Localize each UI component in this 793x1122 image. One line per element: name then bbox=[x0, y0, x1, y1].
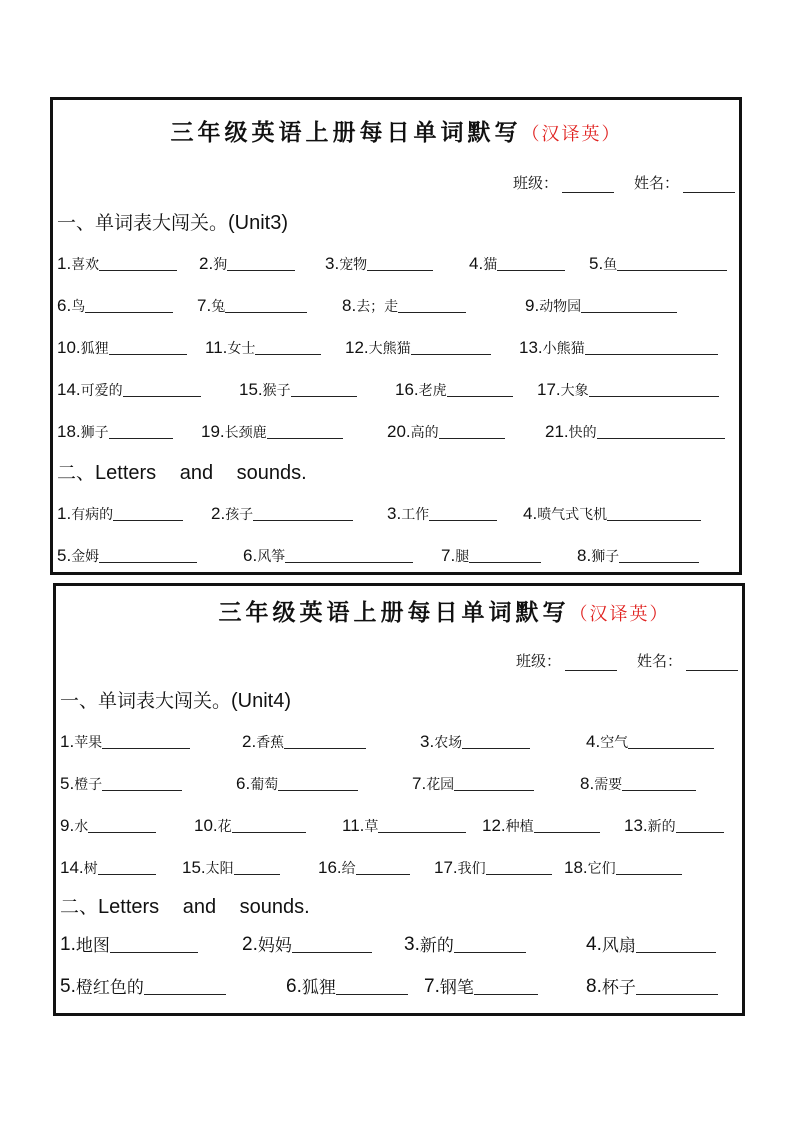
item-number: 12. bbox=[345, 338, 369, 357]
worksheet-title bbox=[56, 594, 742, 627]
item-number: 5. bbox=[60, 976, 76, 997]
item-number: 21. bbox=[545, 422, 569, 441]
dictation-item bbox=[537, 380, 719, 400]
dictation-item bbox=[242, 732, 366, 752]
worksheet-title bbox=[53, 114, 739, 147]
item-number: 10. bbox=[194, 816, 218, 835]
dictation-item bbox=[589, 254, 727, 274]
dictation-item bbox=[519, 338, 718, 358]
item-number: 8. bbox=[580, 774, 595, 793]
answer-blank[interactable] bbox=[676, 831, 724, 833]
item-number: 5. bbox=[60, 774, 75, 793]
item-number: 3. bbox=[420, 732, 435, 751]
chinese-word: 鱼 bbox=[603, 257, 618, 273]
dictation-item bbox=[236, 774, 358, 794]
dictation-item bbox=[57, 546, 197, 566]
title-tag: （汉译英） bbox=[521, 124, 622, 145]
chinese-word: 兔 bbox=[211, 299, 226, 315]
chinese-word: 动物园 bbox=[539, 299, 582, 315]
answer-blank[interactable] bbox=[292, 951, 372, 953]
section-title: Letters and sounds. bbox=[98, 896, 310, 918]
item-number: 14. bbox=[57, 380, 81, 399]
dictation-item bbox=[60, 858, 156, 878]
item-number: 3. bbox=[325, 254, 340, 273]
item-number: 18. bbox=[57, 422, 81, 441]
item-number: 17. bbox=[537, 380, 561, 399]
dictation-item bbox=[211, 504, 353, 524]
chinese-word: 草 bbox=[364, 819, 379, 835]
dictation-item bbox=[342, 816, 466, 836]
answer-blank[interactable] bbox=[367, 269, 433, 271]
answer-blank[interactable] bbox=[291, 395, 357, 397]
answer-blank[interactable] bbox=[225, 311, 307, 313]
chinese-word: 地图 bbox=[75, 936, 110, 956]
dictation-item bbox=[60, 973, 226, 998]
item-number: 5. bbox=[57, 546, 72, 565]
answer-blank[interactable] bbox=[439, 437, 505, 439]
dictation-item bbox=[586, 732, 714, 752]
class-input[interactable] bbox=[565, 656, 617, 671]
dictation-item bbox=[469, 254, 565, 274]
item-number: 15. bbox=[182, 858, 206, 877]
name-label: 姓名： bbox=[633, 174, 679, 192]
chinese-word: 苹果 bbox=[74, 735, 103, 751]
chinese-word: 狐狸 bbox=[80, 341, 109, 357]
section-prefix: 二、 bbox=[57, 462, 96, 484]
chinese-word: 狗 bbox=[213, 257, 228, 273]
item-number: 12. bbox=[482, 816, 506, 835]
item-number: 11. bbox=[342, 816, 365, 835]
title-text: 三年级英语上册每日单词默写 bbox=[218, 599, 570, 626]
dictation-item bbox=[60, 816, 156, 836]
dictation-item bbox=[624, 816, 724, 836]
dictation-item bbox=[57, 380, 201, 400]
item-number: 9. bbox=[525, 296, 540, 315]
chinese-word: 风扇 bbox=[601, 936, 636, 956]
chinese-word: 花园 bbox=[426, 777, 455, 793]
chinese-word: 花 bbox=[217, 819, 232, 835]
chinese-word: 我们 bbox=[457, 861, 486, 877]
answer-blank[interactable] bbox=[285, 561, 413, 563]
item-number: 15. bbox=[239, 380, 263, 399]
answer-blank[interactable] bbox=[234, 873, 280, 875]
answer-blank[interactable] bbox=[462, 747, 530, 749]
dictation-item bbox=[545, 422, 725, 442]
answer-blank[interactable] bbox=[267, 437, 343, 439]
answer-blank[interactable] bbox=[85, 311, 173, 313]
item-number: 4. bbox=[586, 934, 602, 955]
chinese-word: 狐狸 bbox=[301, 978, 336, 998]
item-number: 19. bbox=[201, 422, 225, 441]
answer-blank[interactable] bbox=[278, 789, 358, 791]
worksheet-unit4 bbox=[53, 583, 745, 1016]
answer-blank[interactable] bbox=[255, 353, 321, 355]
chinese-word: 钢笔 bbox=[439, 978, 474, 998]
answer-blank[interactable] bbox=[398, 311, 466, 313]
chinese-word: 老虎 bbox=[418, 383, 447, 399]
chinese-word: 太阳 bbox=[205, 861, 234, 877]
dictation-item bbox=[345, 338, 491, 358]
dictation-item bbox=[57, 296, 173, 316]
chinese-word: 高的 bbox=[410, 425, 439, 441]
dictation-item bbox=[580, 774, 696, 794]
answer-blank[interactable] bbox=[109, 353, 187, 355]
answer-blank[interactable] bbox=[534, 831, 600, 833]
item-number: 8. bbox=[586, 976, 602, 997]
chinese-word: 金姆 bbox=[71, 549, 100, 565]
answer-blank[interactable] bbox=[99, 561, 197, 563]
section-title: Letters and sounds. bbox=[95, 462, 307, 484]
chinese-word: 可爱的 bbox=[80, 383, 123, 399]
dictation-item bbox=[523, 504, 701, 524]
item-number: 4. bbox=[469, 254, 484, 273]
answer-blank[interactable] bbox=[232, 831, 306, 833]
chinese-word: 喷气式飞机 bbox=[537, 507, 608, 523]
answer-blank[interactable] bbox=[589, 395, 719, 397]
item-number: 20. bbox=[387, 422, 411, 441]
answer-blank[interactable] bbox=[619, 561, 699, 563]
dictation-item bbox=[239, 380, 357, 400]
chinese-word: 橙红色的 bbox=[75, 978, 144, 998]
chinese-word: 给 bbox=[341, 861, 356, 877]
dictation-item bbox=[242, 931, 372, 956]
chinese-word: 鸟 bbox=[71, 299, 86, 315]
item-number: 6. bbox=[286, 976, 302, 997]
answer-blank[interactable] bbox=[102, 747, 190, 749]
chinese-word: 大象 bbox=[560, 383, 589, 399]
item-number: 1. bbox=[60, 732, 75, 751]
dictation-item bbox=[434, 858, 552, 878]
dictation-item bbox=[482, 816, 600, 836]
item-number: 6. bbox=[57, 296, 72, 315]
dictation-item bbox=[243, 546, 413, 566]
dictation-item bbox=[318, 858, 410, 878]
class-name-fields bbox=[513, 172, 735, 193]
answer-blank[interactable] bbox=[469, 561, 541, 563]
section-prefix: 一、单词表大闯关。 bbox=[60, 690, 232, 712]
item-number: 10. bbox=[57, 338, 81, 357]
title-text: 三年级英语上册每日单词默写 bbox=[170, 119, 522, 146]
chinese-word: 猴子 bbox=[262, 383, 291, 399]
answer-blank[interactable] bbox=[585, 353, 718, 355]
answer-blank[interactable] bbox=[486, 873, 552, 875]
vocabulary-row bbox=[57, 376, 735, 400]
sounds-row bbox=[60, 974, 738, 998]
answer-blank[interactable] bbox=[102, 789, 182, 791]
item-number: 7. bbox=[424, 976, 440, 997]
dictation-item bbox=[586, 973, 718, 998]
item-number: 5. bbox=[589, 254, 604, 273]
chinese-word: 工作 bbox=[401, 507, 430, 523]
dictation-item bbox=[60, 931, 198, 956]
chinese-word: 树 bbox=[83, 861, 98, 877]
chinese-word: 葡萄 bbox=[250, 777, 279, 793]
chinese-word: 狮子 bbox=[80, 425, 109, 441]
name-input[interactable] bbox=[686, 656, 738, 671]
item-number: 7. bbox=[441, 546, 456, 565]
title-tag: （汉译英） bbox=[569, 604, 670, 625]
item-number: 1. bbox=[57, 254, 72, 273]
item-number: 7. bbox=[197, 296, 212, 315]
answer-blank[interactable] bbox=[447, 395, 513, 397]
item-number: 4. bbox=[523, 504, 538, 523]
answer-blank[interactable] bbox=[411, 353, 491, 355]
item-number: 8. bbox=[342, 296, 357, 315]
chinese-word: 新的 bbox=[647, 819, 676, 835]
class-name-fields bbox=[516, 650, 738, 671]
dictation-item bbox=[194, 816, 306, 836]
chinese-word: 腿 bbox=[455, 549, 470, 565]
class-label: 班级： bbox=[515, 652, 561, 670]
dictation-item bbox=[57, 254, 177, 274]
dictation-item bbox=[342, 296, 466, 316]
chinese-word: 风筝 bbox=[257, 549, 286, 565]
item-number: 2. bbox=[242, 934, 258, 955]
class-input[interactable] bbox=[562, 178, 614, 193]
dictation-item bbox=[525, 296, 677, 316]
chinese-word: 猫 bbox=[483, 257, 498, 273]
item-number: 3. bbox=[387, 504, 402, 523]
answer-blank[interactable] bbox=[607, 519, 701, 521]
item-number: 3. bbox=[404, 934, 420, 955]
vocabulary-row bbox=[57, 418, 735, 442]
worksheet-unit3 bbox=[50, 97, 742, 575]
section-unit: (Unit4) bbox=[231, 690, 292, 712]
item-number: 18. bbox=[564, 858, 588, 877]
answer-blank[interactable] bbox=[98, 873, 156, 875]
name-input[interactable] bbox=[683, 178, 735, 193]
chinese-word: 种植 bbox=[505, 819, 534, 835]
answer-blank[interactable] bbox=[454, 789, 534, 791]
answer-blank[interactable] bbox=[454, 951, 526, 953]
item-number: 4. bbox=[586, 732, 601, 751]
item-number: 16. bbox=[395, 380, 419, 399]
answer-blank[interactable] bbox=[617, 269, 727, 271]
section-prefix: 二、 bbox=[60, 896, 99, 918]
chinese-word: 香蕉 bbox=[256, 735, 285, 751]
answer-blank[interactable] bbox=[284, 747, 366, 749]
section-prefix: 一、单词表大闯关。 bbox=[57, 212, 229, 234]
section-vocabulary-heading bbox=[57, 208, 288, 235]
dictation-item bbox=[182, 858, 280, 878]
item-number: 2. bbox=[211, 504, 226, 523]
chinese-word: 农场 bbox=[434, 735, 463, 751]
item-number: 7. bbox=[412, 774, 427, 793]
chinese-word: 橙子 bbox=[74, 777, 103, 793]
answer-blank[interactable] bbox=[622, 789, 696, 791]
item-number: 9. bbox=[60, 816, 75, 835]
answer-blank[interactable] bbox=[110, 951, 198, 953]
section-vocabulary-heading bbox=[60, 686, 291, 713]
item-number: 2. bbox=[199, 254, 214, 273]
item-number: 1. bbox=[57, 504, 72, 523]
chinese-word: 狮子 bbox=[591, 549, 620, 565]
answer-blank[interactable] bbox=[497, 269, 565, 271]
dictation-item bbox=[387, 422, 505, 442]
dictation-item bbox=[57, 504, 183, 524]
dictation-item bbox=[586, 931, 716, 956]
answer-blank[interactable] bbox=[378, 831, 466, 833]
item-number: 11. bbox=[205, 338, 228, 357]
answer-blank[interactable] bbox=[99, 269, 177, 271]
dictation-item bbox=[404, 931, 526, 956]
dictation-item bbox=[60, 732, 190, 752]
chinese-word: 妈妈 bbox=[257, 936, 292, 956]
answer-blank[interactable] bbox=[636, 951, 716, 953]
vocabulary-row bbox=[57, 292, 735, 316]
item-number: 14. bbox=[60, 858, 84, 877]
dictation-item bbox=[395, 380, 513, 400]
chinese-word: 有病的 bbox=[71, 507, 114, 523]
chinese-word: 空气 bbox=[600, 735, 629, 751]
item-number: 13. bbox=[519, 338, 543, 357]
section-letters-sounds-heading bbox=[60, 892, 310, 919]
answer-blank[interactable] bbox=[227, 269, 295, 271]
dictation-item bbox=[325, 254, 433, 274]
sounds-row bbox=[57, 542, 735, 566]
dictation-item bbox=[57, 422, 173, 442]
chinese-word: 需要 bbox=[594, 777, 623, 793]
chinese-word: 去；走 bbox=[356, 299, 399, 315]
answer-blank[interactable] bbox=[144, 993, 226, 995]
chinese-word: 大熊猫 bbox=[368, 341, 411, 357]
answer-blank[interactable] bbox=[253, 519, 353, 521]
sounds-row bbox=[57, 500, 735, 524]
dictation-item bbox=[201, 422, 343, 442]
chinese-word: 快的 bbox=[568, 425, 597, 441]
dictation-item bbox=[424, 973, 538, 998]
dictation-item bbox=[420, 732, 530, 752]
chinese-word: 孩子 bbox=[225, 507, 254, 523]
item-number: 17. bbox=[434, 858, 458, 877]
dictation-item bbox=[564, 858, 682, 878]
answer-blank[interactable] bbox=[429, 519, 497, 521]
dictation-item bbox=[387, 504, 497, 524]
vocabulary-row bbox=[57, 250, 735, 274]
section-letters-sounds-heading bbox=[57, 458, 307, 485]
answer-blank[interactable] bbox=[356, 873, 410, 875]
answer-blank[interactable] bbox=[616, 873, 682, 875]
item-number: 8. bbox=[577, 546, 592, 565]
sounds-row bbox=[60, 932, 738, 956]
dictation-item bbox=[60, 774, 182, 794]
dictation-item bbox=[197, 296, 307, 316]
chinese-word: 新的 bbox=[419, 936, 454, 956]
item-number: 13. bbox=[624, 816, 648, 835]
answer-blank[interactable] bbox=[597, 437, 725, 439]
dictation-item bbox=[412, 774, 534, 794]
chinese-word: 女士 bbox=[227, 341, 256, 357]
vocabulary-row bbox=[57, 334, 735, 358]
vocabulary-row bbox=[60, 728, 738, 752]
section-unit: (Unit3) bbox=[228, 212, 289, 234]
chinese-word: 长颈鹿 bbox=[224, 425, 267, 441]
item-number: 16. bbox=[318, 858, 342, 877]
dictation-item bbox=[441, 546, 541, 566]
item-number: 1. bbox=[60, 934, 76, 955]
vocabulary-row bbox=[60, 770, 738, 794]
chinese-word: 杯子 bbox=[601, 978, 636, 998]
answer-blank[interactable] bbox=[123, 395, 201, 397]
chinese-word: 喜欢 bbox=[71, 257, 100, 273]
vocabulary-row bbox=[60, 854, 738, 878]
answer-blank[interactable] bbox=[628, 747, 714, 749]
answer-blank[interactable] bbox=[109, 437, 173, 439]
answer-blank[interactable] bbox=[474, 993, 538, 995]
dictation-item bbox=[199, 254, 295, 274]
dictation-item bbox=[205, 338, 321, 358]
dictation-item bbox=[57, 338, 187, 358]
answer-blank[interactable] bbox=[636, 993, 718, 995]
item-number: 2. bbox=[242, 732, 257, 751]
answer-blank[interactable] bbox=[336, 993, 408, 995]
chinese-word: 小熊猫 bbox=[542, 341, 585, 357]
vocabulary-row bbox=[60, 812, 738, 836]
item-number: 6. bbox=[236, 774, 251, 793]
name-label: 姓名： bbox=[636, 652, 682, 670]
answer-blank[interactable] bbox=[88, 831, 156, 833]
chinese-word: 水 bbox=[74, 819, 89, 835]
chinese-word: 它们 bbox=[587, 861, 616, 877]
answer-blank[interactable] bbox=[581, 311, 677, 313]
chinese-word: 宠物 bbox=[339, 257, 368, 273]
dictation-item bbox=[577, 546, 699, 566]
class-label: 班级： bbox=[512, 174, 558, 192]
item-number: 6. bbox=[243, 546, 258, 565]
dictation-item bbox=[286, 973, 408, 998]
answer-blank[interactable] bbox=[113, 519, 183, 521]
